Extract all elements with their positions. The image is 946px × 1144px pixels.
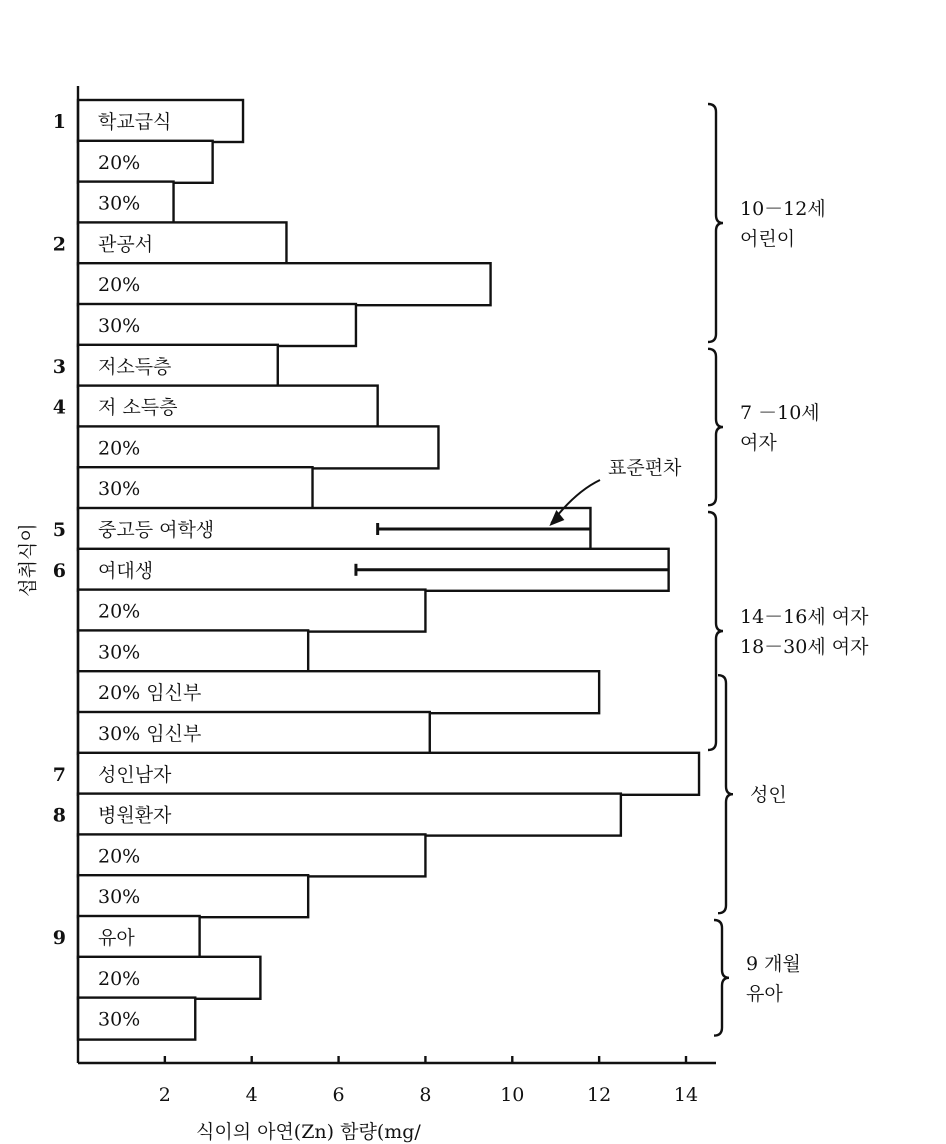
bar-label: 20%	[98, 437, 141, 460]
group-number: 9	[52, 927, 66, 949]
bar-label: 20%	[98, 845, 141, 868]
bar-label: 저소득층	[98, 355, 172, 378]
group-bracket	[708, 349, 723, 505]
group-bracket	[708, 512, 723, 750]
bar-label: 30%	[98, 886, 141, 909]
bar-label: 저 소득층	[98, 396, 178, 419]
bar-label: 20% 임신부	[98, 682, 202, 705]
group-number: 2	[52, 233, 66, 256]
bar-label: 유아	[98, 927, 135, 949]
bar-label: 30%	[98, 315, 141, 337]
bracket-label: 성인	[750, 784, 787, 807]
x-tick-label: 2	[158, 1084, 171, 1106]
group-number: 3	[52, 355, 66, 378]
x-tick-label: 8	[419, 1084, 432, 1106]
group-number: 6	[52, 559, 66, 582]
bar-label: 관공서	[98, 233, 154, 256]
group-number: 7	[52, 763, 66, 786]
bar	[78, 916, 200, 958]
x-tick-label: 12	[587, 1084, 612, 1106]
group-number: 5	[52, 519, 66, 541]
y-axis-title: 섭취식이	[17, 523, 39, 597]
bar-label: 20%	[98, 967, 141, 990]
bar-label: 30%	[98, 1008, 141, 1031]
bar-label: 30%	[98, 641, 141, 664]
group-number: 1	[52, 111, 66, 133]
x-tick-label: 10	[500, 1084, 525, 1106]
x-tick-label: 14	[673, 1084, 699, 1106]
bar-label: 병원환자	[98, 804, 172, 827]
bar-label: 30%	[98, 192, 141, 215]
bar-label: 20%	[98, 274, 141, 297]
group-bracket	[714, 920, 729, 1036]
bar-label: 30% 임신부	[98, 723, 202, 745]
bracket-label: 10－12세	[740, 198, 826, 220]
bracket-label: 14－16세 여자	[740, 606, 869, 628]
bracket-label: 어린이	[740, 228, 796, 250]
bracket-label: 유아	[746, 982, 783, 1005]
group-number: 4	[52, 396, 66, 419]
group-bracket	[708, 104, 723, 342]
group-bracket	[718, 675, 733, 913]
bar-label: 학교급식	[98, 111, 172, 133]
bar-label: 성인남자	[98, 763, 172, 786]
sd-annotation-label: 표준편차	[608, 457, 682, 479]
bracket-label: 7 －10세	[740, 402, 820, 424]
bar-label: 중고등 여학생	[98, 519, 215, 541]
x-tick-label: 4	[245, 1084, 258, 1106]
x-tick-label: 6	[332, 1084, 345, 1106]
bracket-label: 18－30세 여자	[740, 636, 869, 658]
bar-label: 20%	[98, 600, 141, 623]
bracket-label: 9 개월	[746, 952, 801, 975]
bar-label: 20%	[98, 151, 141, 174]
bar-label: 30%	[98, 478, 141, 501]
bracket-label: 여자	[740, 432, 777, 454]
x-axis-title: 식이의 아연(Zn) 함량(mg/	[196, 1121, 421, 1143]
bar-label: 여대생	[98, 559, 154, 582]
group-number: 8	[52, 804, 66, 827]
